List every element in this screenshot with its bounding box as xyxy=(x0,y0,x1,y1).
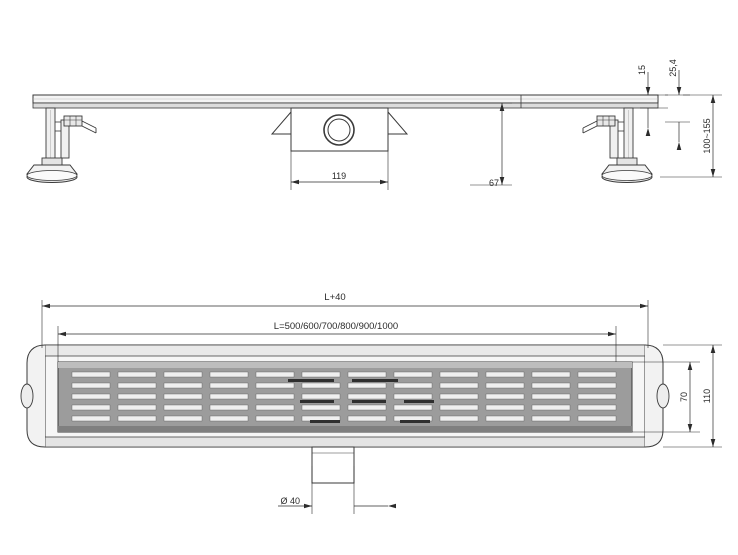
adjustable-leg-left xyxy=(27,108,96,183)
grate-plate xyxy=(58,362,632,432)
channel-body-side xyxy=(33,95,658,108)
dimension-119 xyxy=(291,151,388,190)
dimension-15-label: 15 xyxy=(637,64,647,76)
side-elevation-view xyxy=(27,59,722,190)
dimension-lengths-label: L=500/600/700/800/900/1000 xyxy=(273,321,399,332)
dimension-l-plus-40 xyxy=(42,292,648,348)
top-plan-view xyxy=(21,292,722,514)
dimension-67-label: 67 xyxy=(488,178,499,188)
leg-foot-left xyxy=(27,158,77,183)
dimension-l-plus-40-label: L+40 xyxy=(324,292,346,303)
leg-foot-right xyxy=(602,158,652,183)
dimension-25-4-label: 25,4 xyxy=(668,59,678,77)
outlet-pipe-stub xyxy=(312,447,354,483)
dimension-110-label: 110 xyxy=(702,388,712,404)
dimension-diameter-40-label: Ø 40 xyxy=(280,496,300,506)
dimension-100-155 xyxy=(660,95,722,177)
dimension-119-label: 119 xyxy=(331,171,347,181)
dimension-67 xyxy=(470,103,512,188)
dimension-25-4 xyxy=(665,59,690,142)
drain-outlet-assembly xyxy=(272,108,407,151)
dimension-70-label: 70 xyxy=(679,391,689,403)
adjustable-leg-right xyxy=(583,108,652,183)
dimension-100-155-label: 100~155 xyxy=(702,118,712,154)
